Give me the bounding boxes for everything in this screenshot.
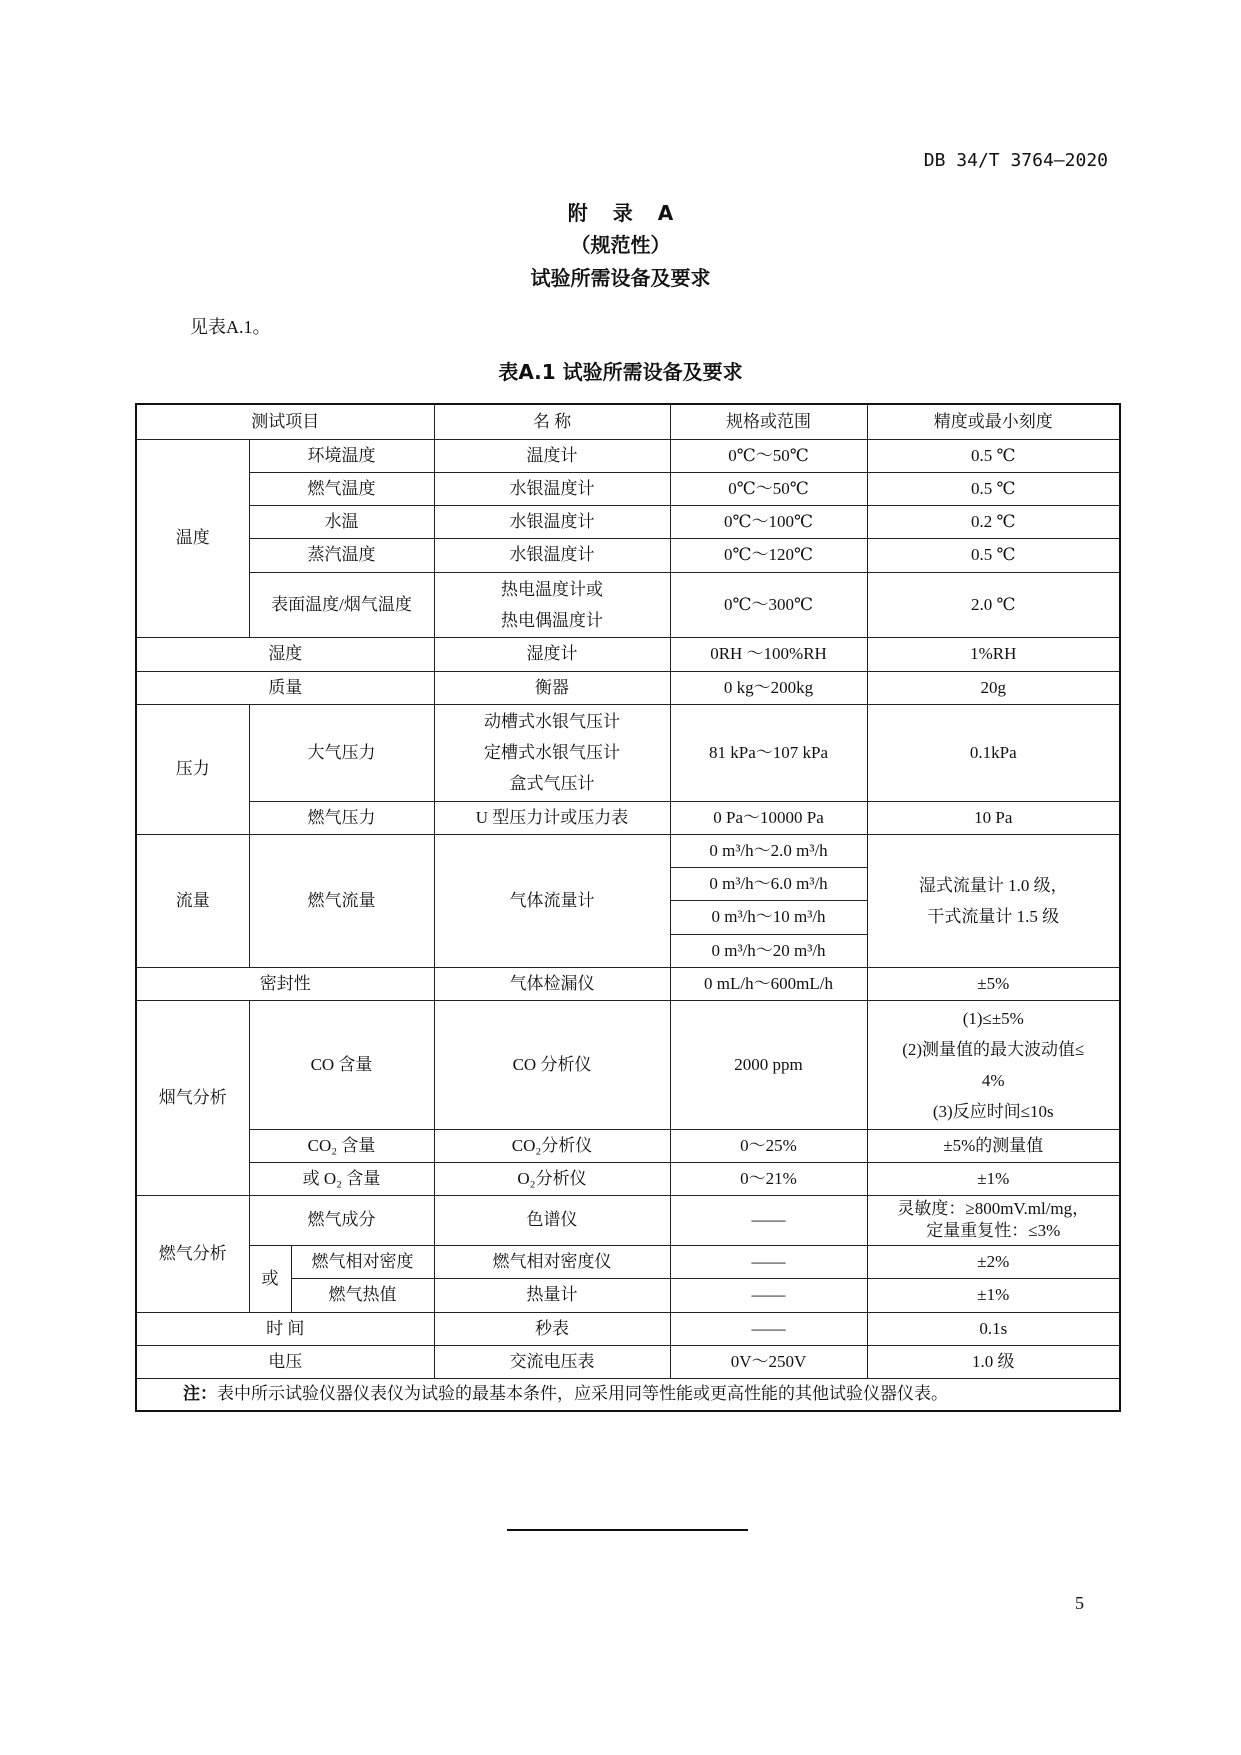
header-precision: 精度或最小刻度 [867,404,1120,439]
cell-line: 灵敏度：≥800mV.ml/mg， [897,1199,1090,1218]
header-range: 规格或范围 [670,404,867,439]
cell-range: 0℃～300℃ [670,572,867,637]
cell-precision [867,1195,1120,1245]
cell-precision [867,1000,1120,1129]
note-text: 表中所示试验仪器仪表仪为试验的最基本条件，应采用同等性能或更高性能的其他试验仪器仪表。 [217,1384,948,1404]
cell-item: 质量 [136,671,434,704]
cell-instrument: 气体流量计 [434,834,670,967]
table-row [136,472,1120,505]
cell-range: 2000 ppm [670,1000,867,1129]
cell-instrument: 交流电压表 [434,1345,670,1378]
cell-line: 热电偶温度计 [501,610,604,630]
cell-precision: 10 Pa [867,801,1120,834]
cell-precision: 1.0 级 [867,1345,1120,1378]
table-row [136,834,1120,867]
cell-instrument: 秒表 [434,1312,670,1345]
note-label: 注： [183,1384,217,1404]
cell-item: 或 O₂ 含量 [249,1162,434,1195]
intro-text: 见表A.1。 [190,317,271,337]
cell-category: 温度 [136,439,249,637]
cell-item: 环境温度 [249,439,434,472]
cell-line: 干式流量计 1.5 级 [927,906,1060,926]
cell-item: 时 间 [136,1312,434,1345]
cell-range: 0 mL/h～600mL/h [670,967,867,1000]
cell-category: 燃气分析 [136,1195,249,1312]
cell-range: 0RH ～100%RH [670,637,867,671]
cell-instrument: 热量计 [434,1278,670,1312]
cell-instrument: 湿度计 [434,637,670,671]
table-row [136,671,1120,704]
cell-instrument: 水银温度计 [434,538,670,572]
cell-precision: 0.1s [867,1312,1120,1345]
cell-precision: ±5%的测量值 [867,1129,1120,1162]
cell-item: 水温 [249,505,434,538]
cell-instrument: 色谱仪 [434,1195,670,1245]
table-header-row [136,404,1120,439]
appendix-normative-label: （规范性） [570,233,671,257]
table-row [136,1345,1120,1378]
cell-category: 流量 [136,834,249,967]
table-row [136,538,1120,572]
cell-precision: 0.5 ℃ [867,538,1120,572]
cell-category: 烟气分析 [136,1000,249,1195]
cell-instrument: O₂分析仪 [434,1162,670,1195]
cell-range: 0～21% [670,1162,867,1195]
table-row [136,1312,1120,1345]
cell-instrument [434,704,670,801]
header-test-item: 测试项目 [136,404,434,439]
cell-precision: 2.0 ℃ [867,572,1120,637]
header-name: 名 称 [434,404,670,439]
cell-range: —— [670,1312,867,1345]
table-row [136,704,1120,801]
cell-range: 0～25% [670,1129,867,1162]
cell-category: 压力 [136,704,249,834]
cell-item: 燃气流量 [249,834,434,967]
cell-line: (1)≤±5% [962,1008,1024,1028]
table-row [136,1000,1120,1129]
cell-instrument: CO 分析仪 [434,1000,670,1129]
cell-range: —— [670,1195,867,1245]
cell-item: 密封性 [136,967,434,1000]
cell-precision: ±5% [867,967,1120,1000]
cell-precision: 0.2 ℃ [867,505,1120,538]
appendix-title: 附 录 A [567,201,674,225]
cell-range: 0℃～50℃ [670,439,867,472]
cell-instrument: U 型压力计或压力表 [434,801,670,834]
cell-range: 0V～250V [670,1345,867,1378]
cell-line: 4% [981,1070,1005,1090]
table-caption: 表A.1 试验所需设备及要求 [498,360,743,384]
table-row [136,801,1120,834]
cell-range: 0 kg～200kg [670,671,867,704]
table-row [136,1195,1120,1245]
table-row [136,637,1120,671]
cell-instrument: 燃气相对密度仪 [434,1245,670,1278]
cell-line: 定槽式水银气压计 [484,743,621,762]
end-rule [507,1529,748,1531]
cell-item: 燃气温度 [249,472,434,505]
cell-range: 0℃～100℃ [670,505,867,538]
cell-precision: 1%RH [867,637,1120,671]
cell-item: CO₂ 含量 [249,1129,434,1162]
cell-precision: ±2% [867,1245,1120,1278]
cell-range: 0 Pa～10000 Pa [670,801,867,834]
cell-line: 热电温度计或 [501,579,604,599]
cell-line: 定量重复性：≤3% [926,1221,1061,1240]
cell-instrument [434,572,670,637]
cell-range: —— [670,1245,867,1278]
cell-instrument: 衡器 [434,671,670,704]
cell-line: (3)反应时间≤10s [932,1101,1054,1121]
cell-item: 湿度 [136,637,434,671]
cell-item: 大气压力 [249,704,434,801]
table-row [136,505,1120,538]
table-note [136,1378,1120,1411]
cell-alt-label: 或 [249,1245,291,1312]
document-code: DB 34/T 3764—2020 [923,150,1108,171]
cell-line: 动槽式水银气压计 [484,712,621,731]
cell-precision: ±1% [867,1162,1120,1195]
table-row [136,1129,1120,1162]
cell-range: 0℃～120℃ [670,538,867,572]
table-row [136,967,1120,1000]
page-number: 5 [1075,1593,1084,1613]
cell-line: 盒式气压计 [509,774,595,793]
equipment-table [135,403,1121,1412]
cell-instrument: 水银温度计 [434,505,670,538]
cell-range: 0 m³/h～20 m³/h [670,934,867,967]
cell-line: 湿式流量计 1.0 级， [918,875,1068,895]
cell-precision: 0.5 ℃ [867,439,1120,472]
cell-item: 燃气相对密度 [291,1245,434,1278]
cell-precision: 0.1kPa [867,704,1120,801]
cell-instrument: 水银温度计 [434,472,670,505]
cell-precision: 0.5 ℃ [867,472,1120,505]
cell-precision [867,834,1120,967]
table-row [136,439,1120,472]
appendix-subject: 试验所需设备及要求 [530,266,711,290]
cell-precision: ±1% [867,1278,1120,1312]
cell-item: 燃气成分 [249,1195,434,1245]
cell-item: 电压 [136,1345,434,1378]
cell-item: 燃气压力 [249,801,434,834]
cell-line: (2)测量值的最大波动值≤ [902,1039,1085,1059]
cell-range: 0 m³/h～10 m³/h [670,900,867,934]
cell-range: 0 m³/h～6.0 m³/h [670,867,867,900]
cell-precision: 20g [867,671,1120,704]
cell-range: —— [670,1278,867,1312]
cell-instrument: 温度计 [434,439,670,472]
cell-item: 蒸汽温度 [249,538,434,572]
table-row [136,1245,1120,1278]
cell-item: 表面温度/烟气温度 [249,572,434,637]
cell-instrument: CO₂分析仪 [434,1129,670,1162]
cell-item: 燃气热值 [291,1278,434,1312]
table-note-row [136,1378,1120,1411]
table-row [136,1162,1120,1195]
table-row [136,572,1120,637]
cell-range: 0 m³/h～2.0 m³/h [670,834,867,867]
cell-item: CO 含量 [249,1000,434,1129]
cell-instrument: 气体检漏仪 [434,967,670,1000]
cell-range: 81 kPa～107 kPa [670,704,867,801]
cell-range: 0℃～50℃ [670,472,867,505]
